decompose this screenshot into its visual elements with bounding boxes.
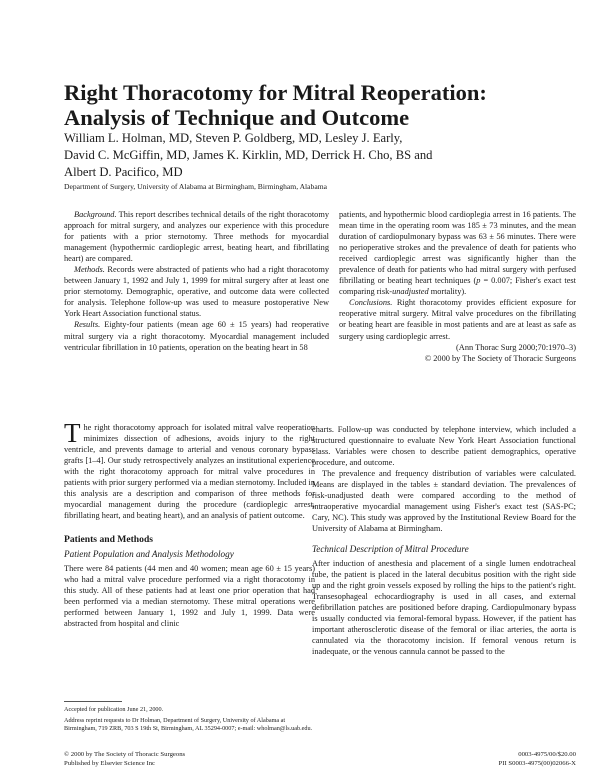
results-text-end: mortality). (428, 287, 467, 297)
abstract-left-column (64, 209, 329, 353)
abstract-copyright: © 2000 by The Society of Thoracic Surgeons (424, 353, 576, 363)
title-line-2: Analysis of Technique and Outcome (64, 105, 410, 130)
footer-pii: PII S0003-4975(00)02066-X (498, 760, 576, 767)
intro-paragraph (64, 418, 315, 521)
abstract-background (64, 209, 329, 264)
authors-line-1: William L. Holman, MD, Steven P. Goldberg, MD, Lesley J. Early, (64, 131, 403, 145)
subsection-heading-technical: Technical Description of Mitral Procedure (312, 544, 469, 555)
authors-line-3: Albert D. Pacifico, MD (64, 165, 183, 179)
methods-text: Records were abstracted of patients who had a right thoracotomy between January 1, 1992 and July 1, 1999 for mitral surgery after at least one prior sternotomy. Demographic, operative, and outcome data were collected for analysis. Telephone follow-up was used to measure postoperative New York Heart Association functional status. (64, 265, 329, 319)
body-left-column (64, 418, 315, 629)
followup-paragraph: charts. Follow-up was conducted by telephone interview, which included a structured questionnaire to evaluate New York Heart Association functional class. Variables were chosen to describe patient demographics, operative procedure, and outcome. (312, 425, 576, 468)
body-right-column (312, 424, 576, 657)
results-text-p-value: = 0.007; Fisher's exact test comparing risk- (339, 276, 576, 297)
abstract-methods (64, 264, 329, 319)
drop-cap: T (64, 418, 81, 448)
background-text: This report describes technical details of the right thoracotomy approach for mitral surgery, and analyzes our experience with this procedure for patients with a prior sternotomy. Three methods for myocardial management (hypothermic cardioplegic arrest, beating heart, and fibrillating heart) are compared. (64, 210, 329, 264)
authors-line-2: David C. McGiffin, MD, James K. Kirklin, MD, Derrick H. Cho, BS and (64, 148, 433, 162)
abstract-right-column (339, 209, 576, 364)
intro-text: he right thoracotomy approach for isolated mitral valve reoperation minimizes dissection of adhesions, avoids injury to the right ventricle, and prevents damage to arterial and venous coronary bypass grafts [1–4]. Our study retrospectively analyzes an institutional experience with the right thoracotomy approach for mitral valve procedures in patients with prior surgery performed via a median sternotomy. Included in this analysis are a description and comparison of three methods for myocardial management during the procedure (cardioplegic arrest, fibrillating heart, and beating heart), and an analysis of patient outcome. (64, 423, 315, 521)
abstract-results-continued (339, 209, 576, 297)
technical-paragraph: After induction of anesthesia and placement of a single lumen endotracheal tube, the patient is placed in the lateral decubitus position with the right side up and the right groin vessels exposed by rolling the hips to the patient's right. Transesophageal echocardiography is used in all cases, and external defibrillation patches are positioned before draping. Cardiopulmonary bypass is usually conducted via femoral-femoral bypass. However, if the patient has important atherosclerotic disease of the femoral or iliac arteries, the aorta is cannulated via the thoracotomy incision. If femoral venous return is inadequate, or the venous cannula cannot be passed to the (312, 558, 576, 656)
footer-issn: 0003-4975/00/$20.00 (518, 751, 576, 758)
methods-label: Methods. (74, 265, 105, 275)
title-line-1: Right Thoracotomy for Mitral Reoperation: (64, 80, 487, 105)
conclusions-text: Right thoracotomy provides efficient exposure for reoperative mitral surgery. Mitral valve procedures on the fibrillating or beating heart are feasible in most patients and are at least as safe as surgery using cardioplegic arrest. (339, 298, 576, 341)
population-paragraph: There were 84 patients (44 men and 40 women; mean age 60 ± 15 years) who had a mitral valve procedure performed via a right thoracotomy in this study. All of these patients had at least one prior operation that had been performed via a median sternotomy. These mitral operations were performed between January 1, 1992 and July 1, 1999. Data were abstracted from hospital and clinic (64, 563, 315, 628)
abstract-results (64, 319, 329, 352)
article-title (64, 80, 564, 130)
unadjusted-term: unadjusted (392, 287, 429, 297)
section-heading-patients-methods: Patients and Methods (64, 534, 154, 546)
results-text: Eighty-four patients (mean age 60 ± 15 years) had reoperative mitral surgery via a right thoracotomy. Myocardial management included ventricular fibrillation in 10 patients, operation on the beating heart in 58 (64, 320, 329, 352)
p-value-symbol: p (476, 276, 481, 286)
abstract-conclusions (339, 297, 576, 341)
footer-publisher (64, 750, 185, 768)
author-list (64, 130, 554, 181)
footnote-address: Address reprint requests to Dr Holman, Department of Surgery, University of Alabama at Birmingham, 719 ZRB, 703 S 19th St, Birmingham, AL 35294-0007; e-mail: wholman@ls.uab.edu. (64, 717, 313, 732)
statistics-paragraph: The prevalence and frequency distribution of variables were calculated. Means are displayed in the tables ± standard deviation. The prevalences of risk-unadjusted death were compared according to the method of intraoperative myocardial management using Fisher's exact test (SAS-PC; Cary, NC). This study was approved by the Institutional Review Board for the University of Alabama at Birmingham. (312, 469, 576, 534)
footnote-divider (64, 701, 122, 702)
footer-publisher-name: Published by Elsevier Science Inc (64, 760, 155, 767)
affiliation: Department of Surgery, University of Alabama at Birmingham, Birmingham, Alabama (64, 182, 327, 191)
results-label: Results. (74, 320, 101, 330)
subsection-heading-population: Patient Population and Analysis Methodology (64, 549, 234, 560)
footer-copyright: © 2000 by The Society of Thoracic Surgeons (64, 751, 186, 758)
conclusions-label: Conclusions. (349, 298, 393, 308)
footnote (64, 706, 315, 733)
results-text-continued: patients, and hypothermic blood cardioplegia arrest in 16 patients. The mean time in the operating room was 185 ± 73 minutes, and the mean duration of cardiopulmonary bypass was 63 ± 56 minutes. There were no perioperative strokes and the prevalence of death for patients who received cardioplegic arrest was significantly higher than the prevalence of death for patients who had mitral surgery with perfused fibrillating or beating heart techniques ( (339, 210, 576, 286)
footer-identifiers (400, 750, 576, 768)
background-label: Background. (74, 210, 117, 219)
journal-citation: (Ann Thorac Surg 2000;70:1970–3) (456, 342, 576, 352)
footnote-accepted: Accepted for publication June 21, 2000. (64, 706, 164, 713)
